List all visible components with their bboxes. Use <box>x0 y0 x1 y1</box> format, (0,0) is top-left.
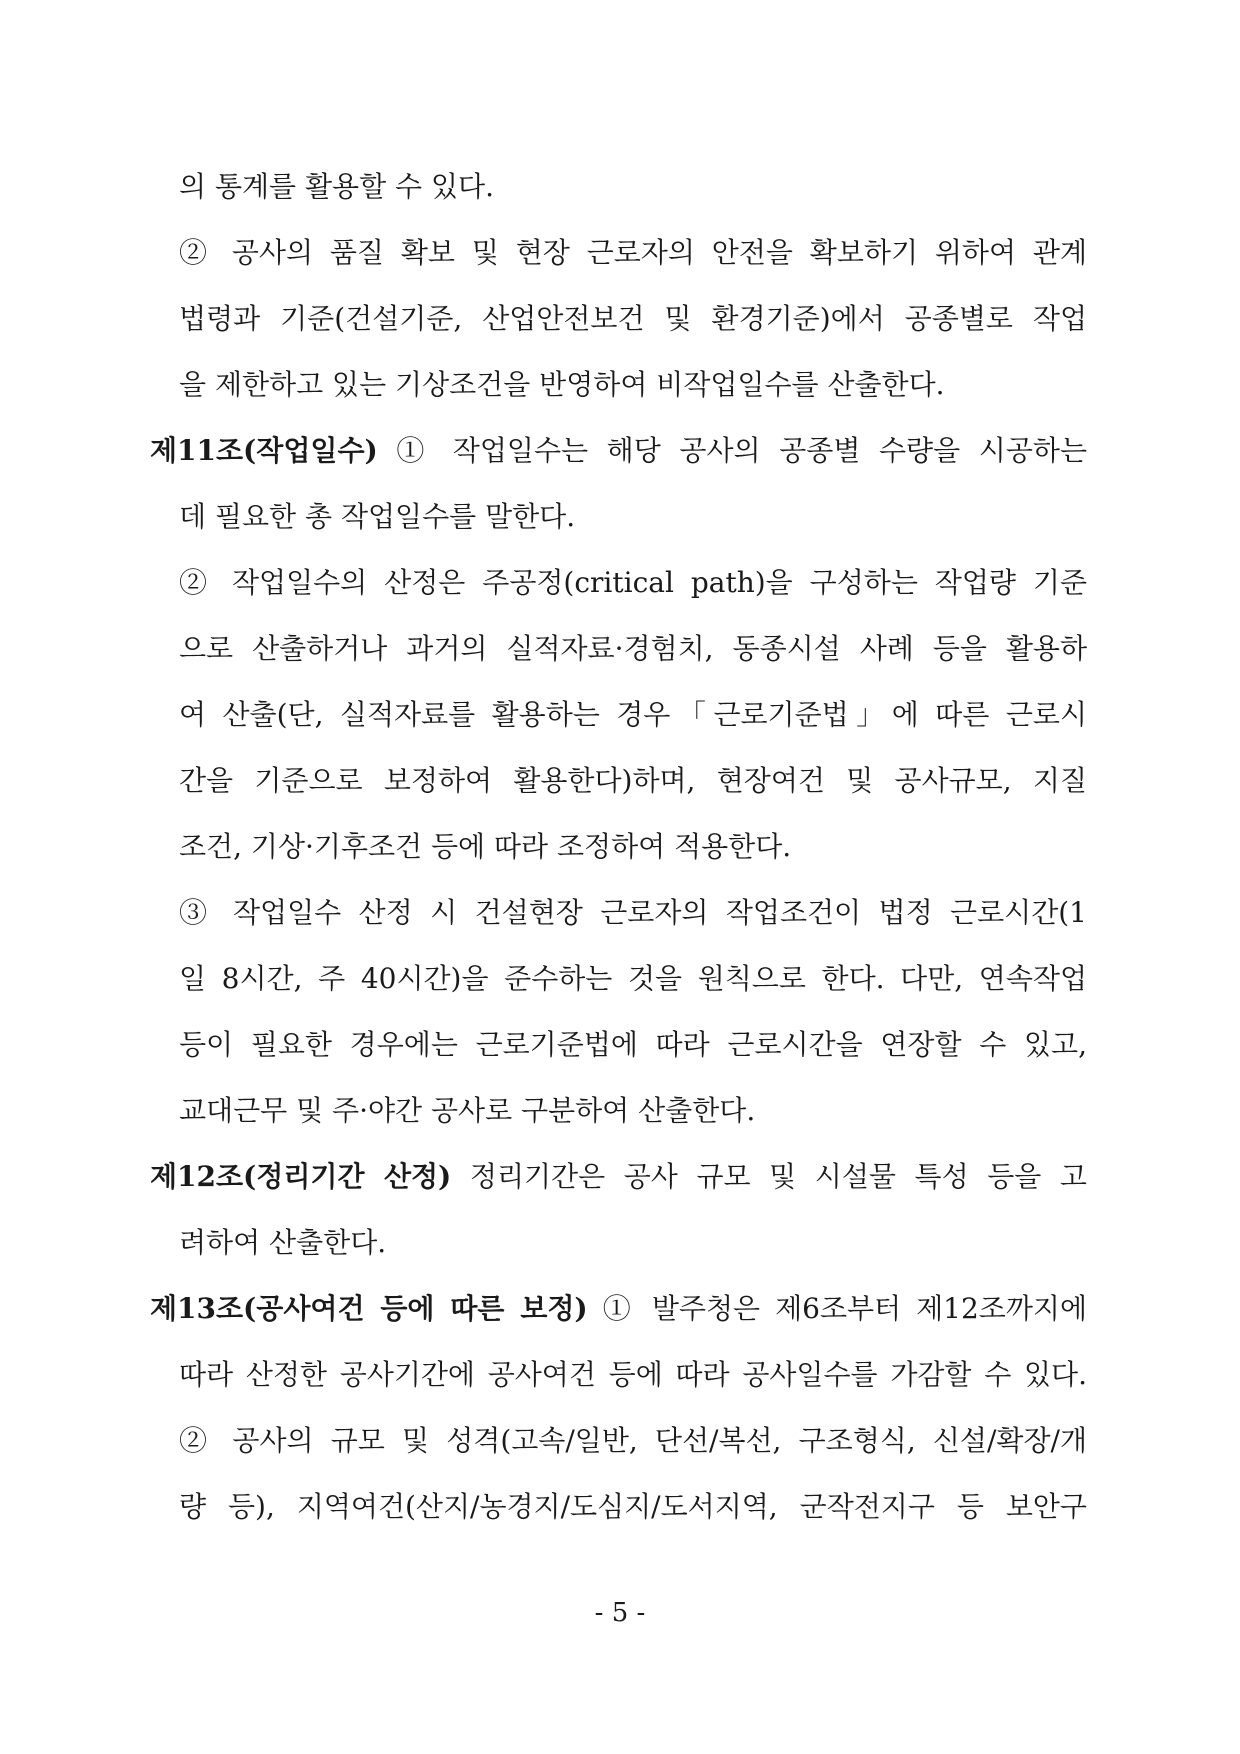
line-text: ① 작업일수는 해당 공사의 공종별 수량을 시공하는 <box>377 434 1087 467</box>
line-text: 따라 산정한 공사기간에 공사여건 등에 따라 공사일수를 가감할 수 있다. <box>179 1358 1087 1391</box>
line-text: 려하여 산출한다. <box>179 1226 387 1259</box>
paragraph-line <box>0 827 1240 867</box>
article-12-line <box>0 1157 1240 1197</box>
paragraph-line <box>0 761 1240 801</box>
page-number: - 5 - <box>594 1598 646 1628</box>
article-first-line <box>150 431 1087 471</box>
line-text: 일 8시간, 주 40시간)을 준수하는 것을 원칙으로 한다. 다만, 연속작업 <box>179 962 1087 995</box>
line-text: ② 공사의 품질 확보 및 현장 근로자의 안전을 확보하기 위하여 관계 <box>179 236 1087 269</box>
paragraph-line <box>0 365 1240 405</box>
paragraph-line <box>0 167 1240 207</box>
article-first-line <box>150 1157 1087 1197</box>
line-text: 간을 기준으로 보정하여 활용한다)하며, 현장여건 및 공사규모, 지질 <box>179 764 1087 797</box>
paragraph-line <box>0 1487 1240 1527</box>
paragraph-line <box>0 1025 1240 1065</box>
line-text: ② 작업일수의 산정은 주공정(critical path)을 구성하는 작업량 기준 <box>179 566 1087 599</box>
paragraph-line <box>0 1223 1240 1263</box>
line-text: ① 발주청은 제6조부터 제12조까지에 <box>587 1292 1087 1325</box>
article-13-line <box>0 1289 1240 1329</box>
line-text: 데 필요한 총 작업일수를 말한다. <box>179 500 576 533</box>
article-heading: 제13조(공사여건 등에 따른 보정) <box>150 1292 588 1325</box>
paragraph-line <box>0 563 1240 603</box>
line-text: 여 산출(단, 실적자료를 활용하는 경우「근로기준법」에 따른 근로시 <box>179 698 1087 731</box>
paragraph-line <box>0 1355 1240 1395</box>
line-text: 을 제한하고 있는 기상조건을 반영하여 비작업일수를 산출한다. <box>179 368 945 401</box>
paragraph-line <box>0 299 1240 339</box>
line-text: 법령과 기준(건설기준, 산업안전보건 및 환경기준)에서 공종별로 작업 <box>179 302 1087 335</box>
paragraph-line <box>0 695 1240 735</box>
article-heading: 제11조(작업일수) <box>150 434 378 467</box>
article-first-line <box>150 1289 1087 1329</box>
paragraph-line <box>0 959 1240 999</box>
line-text: 교대근무 및 주·야간 공사로 구분하여 산출한다. <box>179 1094 756 1127</box>
paragraph-line <box>0 893 1240 933</box>
line-text: 량 등), 지역여건(산지/농경지/도심지/도서지역, 군작전지구 등 보안구 <box>179 1490 1087 1523</box>
line-text: ③ 작업일수 산정 시 건설현장 근로자의 작업조건이 법정 근로시간(1 <box>179 896 1087 929</box>
line-text: 의 통계를 활용할 수 있다. <box>179 170 494 203</box>
paragraph-line <box>0 629 1240 669</box>
line-text: 조건, 기상·기후조건 등에 따라 조정하여 적용한다. <box>179 830 792 863</box>
paragraph-line <box>0 497 1240 537</box>
line-text: 등이 필요한 경우에는 근로기준법에 따라 근로시간을 연장할 수 있고, <box>179 1028 1087 1061</box>
line-text: 으로 산출하거나 과거의 실적자료·경험치, 동종시설 사례 등을 활용하 <box>179 632 1087 665</box>
article-11-line <box>0 431 1240 471</box>
line-text: 정리기간은 공사 규모 및 시설물 특성 등을 고 <box>451 1160 1087 1193</box>
paragraph-line <box>0 233 1240 273</box>
paragraph-line <box>0 1091 1240 1131</box>
line-text: ② 공사의 규모 및 성격(고속/일반, 단선/복선, 구조형식, 신설/확장/개 <box>179 1424 1087 1457</box>
paragraph-line <box>0 1421 1240 1461</box>
article-heading: 제12조(정리기간 산정) <box>150 1160 452 1193</box>
